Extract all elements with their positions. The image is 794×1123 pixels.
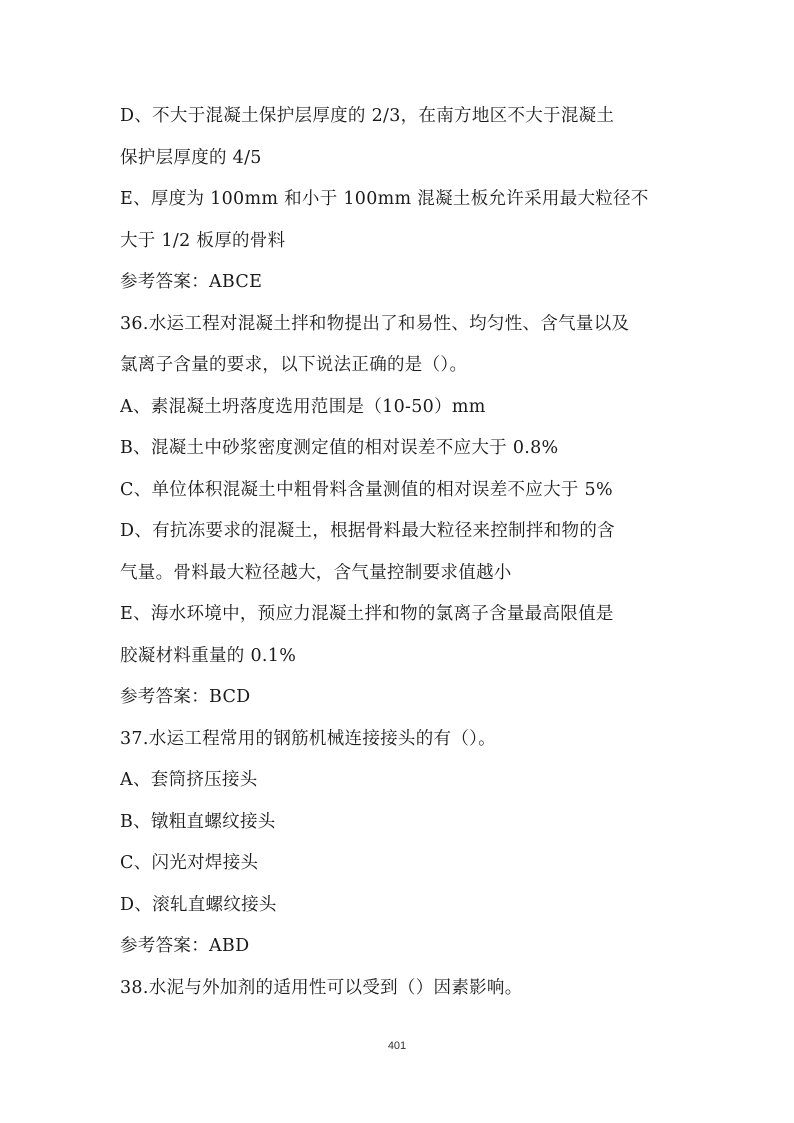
q37-option-d: D、滚轧直螺纹接头 — [120, 894, 277, 915]
q36-stem-line2: 氯离子含量的要求，以下说法正确的是（）。 — [120, 355, 468, 375]
q36-option-d-line2: 气量。骨料最大粒径越大，含气量控制要求值越小 — [120, 562, 512, 583]
q36-stem-line1: 36.水运工程对混凝土拌和物提出了和易性、均匀性、含气量以及 — [120, 313, 630, 334]
page-number: 401 — [387, 1040, 407, 1052]
q35-option-d-line2: 保护层厚度的 4/5 — [120, 147, 262, 168]
q36-option-c: C、单位体积混凝土中粗骨料含量测值的相对误差不应大于 5% — [120, 479, 613, 500]
q35-option-e-line1: E、厚度为 100mm 和小于 100mm 混凝土板允许采用最大粒径不 — [120, 189, 649, 209]
q37-answer: 参考答案：ABD — [120, 936, 250, 956]
q36-option-b: B、混凝土中砂浆密度测定值的相对误差不应大于 0.8% — [120, 438, 559, 458]
document-body — [120, 96, 680, 1009]
q36-answer: 参考答案：BCD — [120, 687, 251, 707]
q36-option-e-line2: 胶凝材料重量的 0.1% — [120, 645, 297, 666]
q35-option-e-line2: 大于 1/2 板厚的骨料 — [120, 230, 286, 251]
q37-option-c: C、闪光对焊接头 — [120, 853, 259, 873]
q37-option-a: A、套筒挤压接头 — [120, 770, 258, 790]
q35-option-d-line1: D、不大于混凝土保护层厚度的 2/3，在南方地区不大于混凝土 — [120, 106, 615, 126]
q37-stem: 37.水运工程常用的钢筋机械连接接头的有（）。 — [120, 728, 496, 749]
q36-option-a: A、素混凝土坍落度选用范围是（10-50）mm — [120, 396, 486, 417]
q38-stem: 38.水泥与外加剂的适用性可以受到（）因素影响。 — [120, 977, 523, 998]
q37-option-b: B、镦粗直螺纹接头 — [120, 811, 276, 832]
q36-option-d-line1: D、有抗冻要求的混凝土，根据骨料最大粒径来控制拌和物的含 — [120, 521, 615, 541]
q35-answer: 参考答案：ABCE — [120, 272, 263, 292]
q36-option-e-line1: E、海水环境中，预应力混凝土拌和物的氯离子含量最高限值是 — [120, 604, 614, 624]
